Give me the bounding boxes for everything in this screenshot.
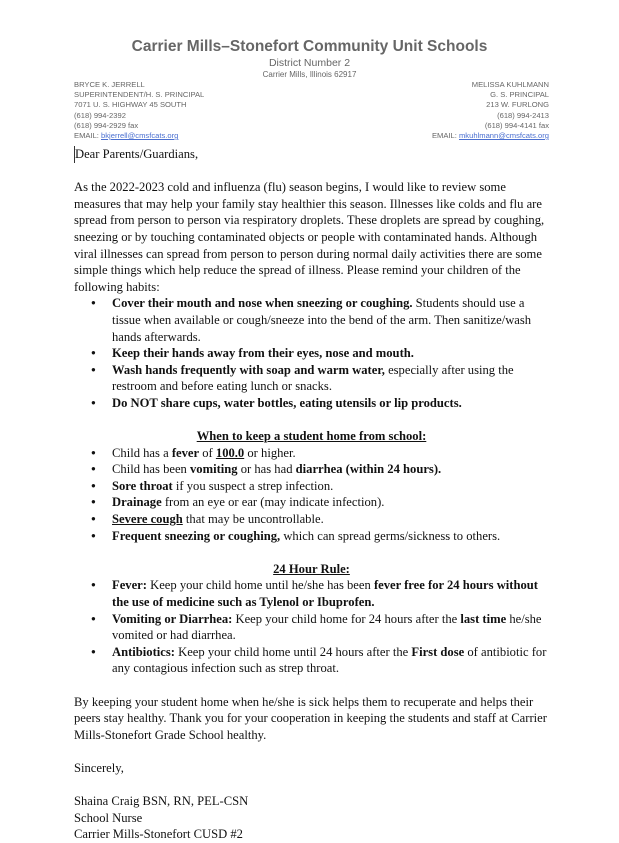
text: or higher. bbox=[244, 445, 296, 460]
principal-contact bbox=[432, 80, 549, 141]
bold-text: fever free for 24 hours without the use of medicine such as Tylenol or Ibuprofen. bbox=[112, 578, 538, 610]
letter-body[interactable] bbox=[74, 146, 549, 843]
list-item bbox=[74, 362, 549, 395]
bold-text: Frequent sneezing or coughing, bbox=[112, 528, 281, 543]
rule-heading: 24 Hour Rule: bbox=[273, 561, 350, 576]
contact-address: 7071 U. S. HIGHWAY 45 SOUTH bbox=[74, 100, 187, 110]
contact-name: MELISSA KUHLMANN bbox=[471, 80, 549, 89]
text: if you suspect a strep infection. bbox=[172, 478, 334, 493]
rule-list bbox=[74, 577, 549, 677]
email-label: EMAIL: bbox=[74, 131, 102, 141]
text: Child has a bbox=[112, 445, 172, 460]
list-item bbox=[74, 644, 549, 677]
school-city: Carrier Mills, Illinois 62917 bbox=[262, 70, 357, 79]
list-item bbox=[74, 461, 549, 478]
contact-title: SUPERINTENDENT/H. S. PRINCIPAL bbox=[74, 90, 205, 100]
email-link[interactable]: bkjerrell@cmsfcats.org bbox=[101, 131, 179, 141]
signature-title: School Nurse bbox=[74, 810, 143, 825]
text: of antibiotic for any contagious infection such as strep throat. bbox=[112, 644, 547, 676]
text: Keep your child home for 24 hours after the bbox=[232, 611, 461, 626]
list-item bbox=[74, 494, 549, 511]
bold-text: Severe cough bbox=[112, 512, 183, 527]
superintendent-contact bbox=[74, 80, 204, 141]
bold-text: Do NOT share cups, water bottles, eating utensils or lip products. bbox=[112, 395, 462, 410]
signature-org: Carrier Mills-Stonefort CUSD #2 bbox=[74, 827, 243, 842]
text: Child has been bbox=[112, 462, 190, 477]
bold-text: Sore throat bbox=[112, 478, 173, 493]
text: or has had bbox=[237, 462, 296, 477]
keep-home-list bbox=[74, 445, 549, 545]
bold-text: Antibiotics: bbox=[112, 644, 175, 659]
home-heading: When to keep a student home from school: bbox=[196, 429, 427, 444]
contact-name: BRYCE K. JERRELL bbox=[74, 80, 145, 89]
list-item bbox=[74, 395, 549, 412]
bold-text: First dose bbox=[411, 644, 465, 659]
closing-paragraph: By keeping your student home when he/she is sick helps them to recuperate and helps their peers stay healthy. Thank you for your cooperation in keeping the students and staff at Carrier Mills-Stonefort Grade School healthy. bbox=[74, 694, 547, 742]
text: which can spread germs/sickness to others. bbox=[280, 528, 501, 543]
list-item bbox=[74, 611, 549, 644]
bold-text: diarrhea (within 24 hours). bbox=[295, 462, 442, 477]
bold-text: Cover their mouth and nose when sneezing or coughing. bbox=[112, 296, 413, 311]
bold-text: Keep their hands away from their eyes, nose and mouth. bbox=[112, 346, 414, 361]
bold-text: Vomiting or Diarrhea: bbox=[112, 611, 233, 626]
bold-text: Fever: bbox=[112, 578, 147, 593]
contact-phone: (618) 994-2413 bbox=[497, 110, 549, 120]
contact-title: G. S. PRINCIPAL bbox=[490, 90, 549, 100]
intro-paragraph: As the 2022-2023 cold and influenza (flu) season begins, I would like to review some measures that may help your family stay healthier this season. Illnesses like colds and flu are spread from person to person via respiratory droplets. These droplets are spread by coughing, sneezing or by touching contaminated objects or people with contaminated hands. Although viral illnesses can spread from person to person during normal daily activities there are some simple things which help reduce the spread of illness. Please remind your children of the following habits: bbox=[74, 180, 545, 294]
text: he/she vomited or had diarrhea. bbox=[112, 611, 542, 643]
text: especially after using the restroom and before eating lunch or snacks. bbox=[112, 362, 514, 394]
bold-text: Drainage bbox=[112, 495, 162, 510]
bold-text: fever bbox=[171, 445, 200, 460]
contact-fax: (618) 994-4141 fax bbox=[484, 120, 549, 130]
text: Keep your child home until he/she has been bbox=[146, 578, 374, 593]
list-item bbox=[74, 478, 549, 495]
contact-fax: (618) 994-2929 fax bbox=[74, 120, 139, 130]
bold-text: last time bbox=[460, 611, 507, 626]
bold-text: vomiting bbox=[190, 462, 238, 477]
text: Keep your child home until 24 hours after the bbox=[174, 644, 412, 659]
list-item bbox=[74, 445, 549, 462]
text: that may be uncontrollable. bbox=[182, 512, 324, 527]
district-number: District Number 2 bbox=[268, 57, 351, 69]
list-item bbox=[74, 577, 549, 610]
bold-text: Wash hands frequently with soap and warm water, bbox=[112, 362, 385, 377]
email-link[interactable]: mkuhlmann@cmsfcats.org bbox=[458, 131, 549, 141]
school-name: Carrier Mills–Stonefort Community Unit Schools bbox=[131, 38, 488, 55]
bold-text: 100.0 bbox=[215, 445, 245, 460]
contact-address: 213 W. FURLONG bbox=[486, 100, 549, 110]
signoff: Sincerely, bbox=[74, 760, 124, 775]
text: Students should use a tissue when available or cough/sneeze into the bend of the arm. Then sanitize/wash hands afterwards. bbox=[112, 296, 532, 344]
list-item bbox=[74, 511, 549, 528]
signature-name: Shaina Craig BSN, RN, PEL-CSN bbox=[74, 794, 249, 809]
text: from an eye or ear (may indicate infection). bbox=[161, 495, 385, 510]
text: of bbox=[199, 445, 216, 460]
list-item bbox=[74, 528, 549, 545]
list-item bbox=[74, 295, 549, 345]
email-label: EMAIL: bbox=[431, 131, 459, 141]
list-item bbox=[74, 345, 549, 362]
contact-phone: (618) 994-2392 bbox=[74, 110, 126, 120]
habits-list bbox=[74, 295, 549, 411]
greeting: Dear Parents/Guardians, bbox=[75, 147, 199, 161]
